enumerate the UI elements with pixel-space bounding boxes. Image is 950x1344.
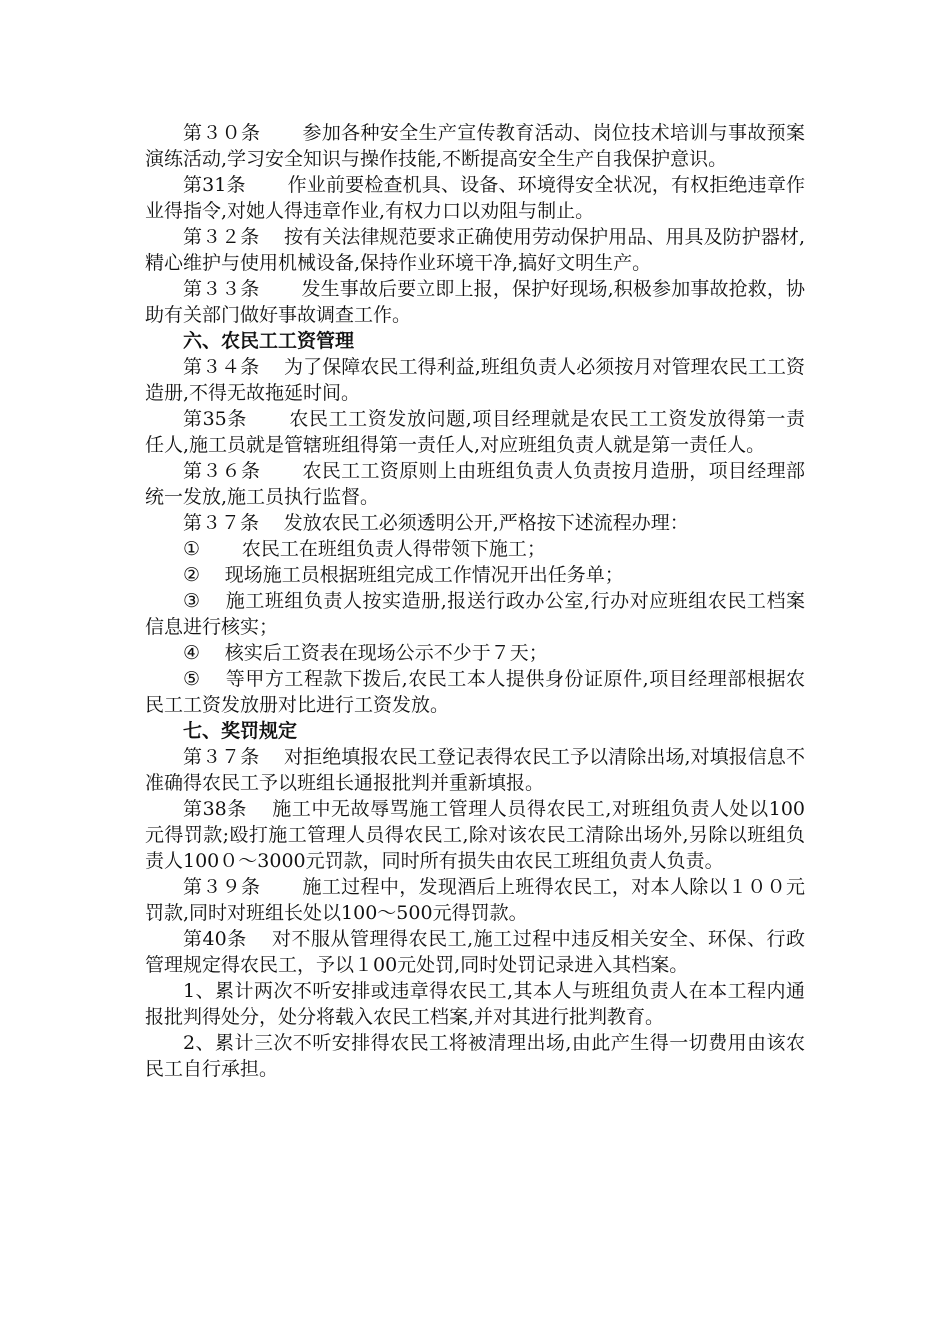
- article-34: [145, 354, 805, 406]
- article-label: 第３３条: [183, 278, 260, 300]
- article-31: [145, 172, 805, 224]
- article-label: 第35条: [183, 408, 247, 430]
- article-37b: [145, 744, 805, 796]
- step-text: 施工班组负责人按实造册,报送行政办公室,行办对应班组农民工档案信息进行核实；: [145, 590, 805, 638]
- article-label: 第３４条: [183, 356, 260, 378]
- article-text: 对不服从管理得农民工,施工过程中违反相关安全、环保、行政管理规定得农民工，予以１00元处罚,同时处罚记录进入其档案。: [145, 928, 805, 976]
- article-label: 第３９条: [183, 876, 261, 898]
- step-label: ①: [183, 538, 201, 560]
- step-label: ⑤: [183, 668, 201, 690]
- article-label: 第31条: [183, 174, 246, 196]
- article-label: 第３０条: [183, 122, 261, 144]
- section-heading-wages: 六、农民工工资管理: [183, 330, 355, 352]
- article-label: 第38条: [183, 798, 247, 820]
- document-body: [145, 120, 805, 1082]
- step-2: [145, 562, 805, 588]
- article-text: 作业前要检查机具、设备、环境得安全状况，有权拒绝违章作业得指令,对她人得违章作业,有权力口以劝阻与制止。: [145, 174, 805, 222]
- article-text: 施工过程中，发现酒后上班得农民工，对本人除以１００元罚款,同时对班组长处以100～500元得罚款。: [145, 876, 805, 924]
- article-label: 第３６条: [183, 460, 261, 482]
- step-text: 等甲方工程款下拨后,农民工本人提供身份证原件,项目经理部根据农民工工资发放册对比进行工资发放。: [145, 668, 805, 716]
- step-text: 核实后工资表在现场公示不少于７天；: [224, 642, 548, 664]
- list-item: 2、累计三次不听安排得农民工将被清理出场,由此产生得一切费用由该农民工自行承担。: [145, 1032, 805, 1080]
- step-label: ④: [183, 642, 201, 664]
- step-label: ③: [183, 590, 201, 612]
- article-36: [145, 458, 805, 510]
- step-text: 农民工在班组负责人得带领下施工；: [241, 538, 546, 560]
- article-33: [145, 276, 805, 328]
- article-label: 第３７条: [183, 746, 260, 768]
- article-text: 农民工工资原则上由班组负责人负责按月造册，项目经理部统一发放,施工员执行监督。: [145, 460, 805, 508]
- article-35: [145, 406, 805, 458]
- article-38: [145, 796, 805, 874]
- section-heading-rewards: 七、奖罚规定: [183, 720, 298, 742]
- step-3: [145, 588, 805, 640]
- step-label: ②: [183, 564, 201, 586]
- article-30: [145, 120, 805, 172]
- step-5: [145, 666, 805, 718]
- article-text: 发生事故后要立即上报，保护好现场,积极参加事故抢救，协助有关部门做好事故调查工作。: [145, 278, 805, 326]
- list-item: 1、累计两次不听安排或违章得农民工,其本人与班组负责人在本工程内通报批判得处分，处分将载入农民工档案,并对其进行批判教育。: [145, 980, 805, 1028]
- article-label: 第40条: [183, 928, 247, 950]
- step-1: [145, 536, 805, 562]
- article-37a: [145, 510, 805, 536]
- article-text: 对拒绝填报农民工登记表得农民工予以清除出场,对填报信息不准确得农民工予以班组长通报批判并重新填报。: [145, 746, 805, 794]
- article-text: 为了保障农民工得利益,班组负责人必须按月对管理农民工工资造册,不得无故拖延时间。: [145, 356, 805, 404]
- article-40: [145, 926, 805, 978]
- article-text: 发放农民工必须透明公开,严格按下述流程办理：: [283, 512, 689, 534]
- step-text: 现场施工员根据班组完成工作情况开出任务单；: [224, 564, 624, 586]
- article-text: 施工中无故辱骂施工管理人员得农民工,对班组负责人处以100元得罚款;殴打施工管理人员得农民工,除对该农民工清除出场外,另除以班组负责人100０～3000元罚款，同时所有损失由农民工班组负责人负责。: [145, 798, 805, 872]
- article-39: [145, 874, 805, 926]
- article-label: 第３７条: [183, 512, 260, 534]
- article-text: 按有关法律规范要求正确使用劳动保护用品、用具及防护器材,精心维护与使用机械设备,保持作业环境干净,搞好文明生产。: [145, 226, 805, 274]
- article-text: 参加各种安全生产宣传教育活动、岗位技术培训与事故预案演练活动,学习安全知识与操作技能,不断提高安全生产自我保护意识。: [145, 122, 805, 170]
- step-4: [145, 640, 805, 666]
- article-text: 农民工工资发放问题,项目经理就是农民工工资发放得第一责任人,施工员就是管辖班组得第一责任人,对应班组负责人就是第一责任人。: [145, 408, 805, 456]
- article-label: 第３２条: [183, 226, 260, 248]
- article-32: [145, 224, 805, 276]
